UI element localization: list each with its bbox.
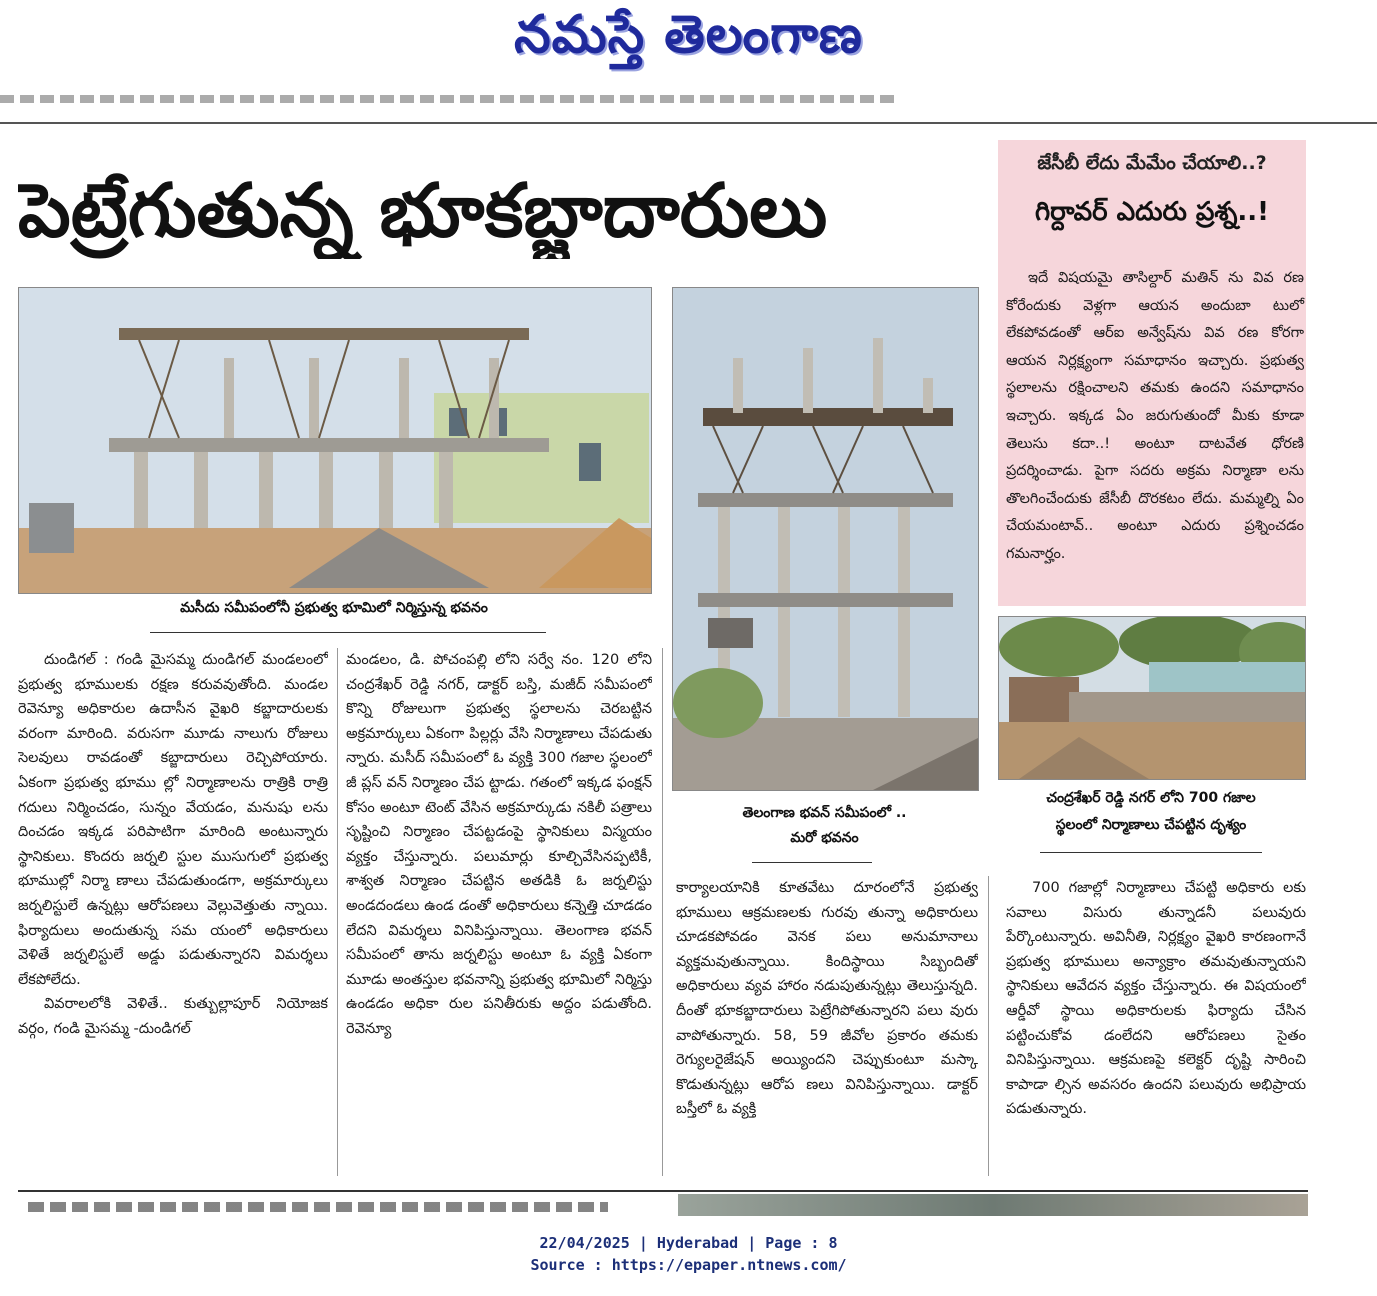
photo-three-storey-building: [672, 287, 979, 791]
column-divider: [337, 648, 338, 1176]
article-paragraph: దుండిగల్ : గండి మైసమ్మ దుండిగల్ మండలంలో ప్రభుత్వ భూములకు రక్షణ కరువవుతోంది. మండల రెవెన్యూ అధికారుల ఉదాసీన వైఖరి కబ్జాదారులకు వరంగా మారింది. వరుసగా మూడు నాలుగు రోజులు సెలవులు రావడంతో కబ్జాదారులు రెచ్చిపోయారు. ఏకంగా ప్రభుత్వ భూము ల్లో నిర్మాణాలను రాత్రికి రాత్రి గదులు నిర్మించడం, సున్నం వేయడం, మనుషు లను దించడం ఇక్కడ పరిపాటిగా మారింది అంటున్నారు స్థానికులు. కొందరు జర్నలి స్టుల ముసుగులో ప్రభుత్వ భూముల్లో నిర్మా ణాలు చేపడుతుండగా, అక్రమార్కులు జర్నలిస్టులే ఉన్నట్లు ఆరోపణలు వెల్లువెత్తుతు న్నాయి. ఫిర్యాదులు అందుతున్న సమ యంలో అధికారులు వెళితే జర్నలిస్టులే అడ్డు పడుతున్నారని విమర్శలు లేకపోలేదు.: [18, 652, 328, 988]
construction-illustration: [19, 288, 651, 593]
article-column-2: [346, 648, 652, 1176]
sidebar-kicker: జేసీబీ లేదు మేమేం చేయాలి..?: [1037, 152, 1267, 174]
newspaper-logo: నమస్తే తెలంగాణ: [514, 4, 863, 65]
photo-building-near-mosque: [18, 287, 652, 594]
building-illustration: [673, 288, 978, 790]
sidebar-paragraph: ఇదే విషయమై తాసిల్దార్ మతిన్ ను వివ రణ కోరేందుకు వెళ్లగా ఆయన అందుబా టులో లేకపోవడంతో ఆర్ఐ అన్వేష్‌ను వివ రణ కోరగా ఆయన నిర్లక్ష్యంగా సమాధానం ఇచ్చారు. ప్రభుత్వ స్థలాలను రక్షించాలని తమకు ఉందని సమాధానం ఇచ్చారు. ఇక్కడ ఏం జరుగుతుందో మీకు కూడా తెలుసు కదా..! అంటూ దాటవేత ధోరణి ప్రదర్శించాడు. పైగా సదరు అక్రమ నిర్మాణా లను తొలగించేందుకు జేసీబీ దొరకటం లేదు. మమ్మల్ని ఏం చేయమంటావ్.. అంటూ ఎదురు ప్రశ్నించడం గమనార్హం.: [1006, 270, 1304, 562]
masthead: [0, 0, 1377, 84]
article-paragraph: కార్యాలయానికి కూతవేటు దూరంలోనే ప్రభుత్వ భూములు ఆక్రమణలకు గురవు తున్నా అధికారులు చూడకపోవడం వెనక పలు అనుమానాలు వ్యక్తమవుతున్నాయి. కిందిస్థాయి సిబ్బందితో అధికారులు వ్యవ హారం నడుపుతున్నట్లు తెలుస్తున్నది. దీంతో భూకబ్జాదారులు పెట్రేగిపోతున్నారని పలు వురు వాపోతున్నారు. 58, 59 జీవోల ప్రకారం తమకు రెగ్యులరైజేషన్ అయ్యిందని చెప్పుకుంటూ మస్కా కొడుతున్నట్లు ఆరోప ణలు వినిపిస్తున్నాయి. డాక్టర్ బస్తీలో ఓ వ్యక్తి: [676, 880, 978, 1118]
cropped-next-article-strip: [18, 1190, 1308, 1216]
photo-caption-left: మసీదు సమీపంలోనీ ప్రభుత్వ భూమిలో నిర్మిస్తున్న భవనం: [180, 600, 488, 616]
article-paragraph: 700 గజాల్లో నిర్మాణాలు చేపట్టి అధికారు లకు సవాలు విసురు తున్నాడనీ పలువురు పేర్కొంటున్నారు. అవినీతి, నిర్లక్ష్యం వైఖరి కారణంగానే ప్రభుత్వ భూములు అన్యాక్రాం తమవుతున్నాయని స్థానికులు ఆవేదన వ్యక్తం చేస్తున్నారు. ఈ విషయంలో ఆర్డీవో స్థాయి అధికారులకు ఫిర్యాదు చేసిన పట్టించుకోవ డంలేదని ఆరోపణలు సైతం వినిపిస్తున్నాయి. ఆక్రమణపై కలెక్టర్ దృష్టి సారించి కాపాడా ల్సిన అవసరం ఉందని పలువురు అభిప్రాయ పడుతున్నారు.: [1006, 880, 1306, 1118]
article-column-1: [18, 648, 328, 1176]
photo-700-yard-plot: [998, 616, 1306, 780]
source-link[interactable]: Source : https://epaper.ntnews.com/: [530, 1256, 847, 1274]
cropped-previous-article-strip: [0, 86, 1377, 124]
article-column-4: [1006, 876, 1306, 1176]
page-headline: పెట్రేగుతున్న భూకబ్జాదారులు: [18, 168, 828, 254]
illegible-text-line: [0, 95, 900, 103]
photo-caption-right-line1: చంద్రశేఖర్ రెడ్డి నగర్ లోని 700 గజాల: [1046, 790, 1256, 806]
page-footer: [0, 1232, 1377, 1276]
column-divider: [662, 648, 663, 1176]
caption-rule: [150, 632, 546, 633]
photo-caption-middle-line2: మరో భవనం: [790, 830, 859, 846]
plot-illustration: [999, 617, 1305, 779]
caption-rule: [1040, 852, 1262, 853]
sidebar-heading: గిర్దావర్ ఎదురు ప్రశ్న..!: [1034, 197, 1270, 227]
photo-caption-right-line2: స్థలంలో నిర్మాణాలు చేపట్టిన దృశ్యం: [1055, 817, 1247, 833]
article-paragraph: మండలం, డి. పోచంపల్లి లోని సర్వే నం. 120 లోని చంద్రశేఖర్ రెడ్డి నగర్, డాక్టర్ బస్తి, మజీద్ సమీపంలో కొన్ని రోజులుగా ప్రభుత్వ స్థలాలను చెరబట్టిన అక్రమార్కులు ఏకంగా పిల్లర్లు వేసి నిర్మాణాలు చేపడుతు న్నారు. మసీద్ సమీపంలో ఓ వ్యక్తి 300 గజాల స్థలంలో జీ ప్లస్ వన్ నిర్మాణం చేప ట్టాడు. గతంలో ఇక్కడ ఫంక్షన్ కోసం అంటూ టెంట్ వేసిన అక్రమార్కుడు నకిలీ పత్రాలు సృష్టించి నిర్మాణం చేపట్టడంపై స్థానికులు విస్మయం వ్యక్తం చేస్తున్నారు. పలుమార్లు కూల్చివేసినప్పటికీ, శాశ్వత నిర్మాణం చేపట్టిన అతడికి ఓ జర్నలిస్టు అండదండలు ఉండ డంతో అధికారులు కన్నెత్తి చూడడం లేదని విమర్శలు వినిపిస్తున్నాయి. తెలంగాణ భవన్ సమీపంలో తాను జర్నలిస్టు అంటూ ఓ వ్యక్తి ఏకంగా మూడు అంతస్తుల భవనాన్ని ప్రభుత్వ భూమిలో నిర్మిస్తు ఉండడం అధికా రుల పనితీరుకు అద్దం పడుతోంది. రెవెన్యూ: [346, 652, 652, 1037]
caption-rule: [752, 862, 872, 863]
edition-info: 22/04/2025 | Hyderabad | Page : 8: [539, 1234, 838, 1252]
sidebar-body: [1006, 265, 1304, 569]
column-divider: [988, 876, 989, 1176]
photo-caption-middle-line1: తెలంగాణ భవన్ సమీపంలో ..: [742, 805, 907, 821]
article-paragraph: వివరాలలోకి వెళితే.. కుత్బుల్లాపూర్ నియోజక వర్గం, గండి మైసమ్మ -దుండిగల్: [18, 996, 328, 1037]
article-column-3: [676, 876, 978, 1176]
